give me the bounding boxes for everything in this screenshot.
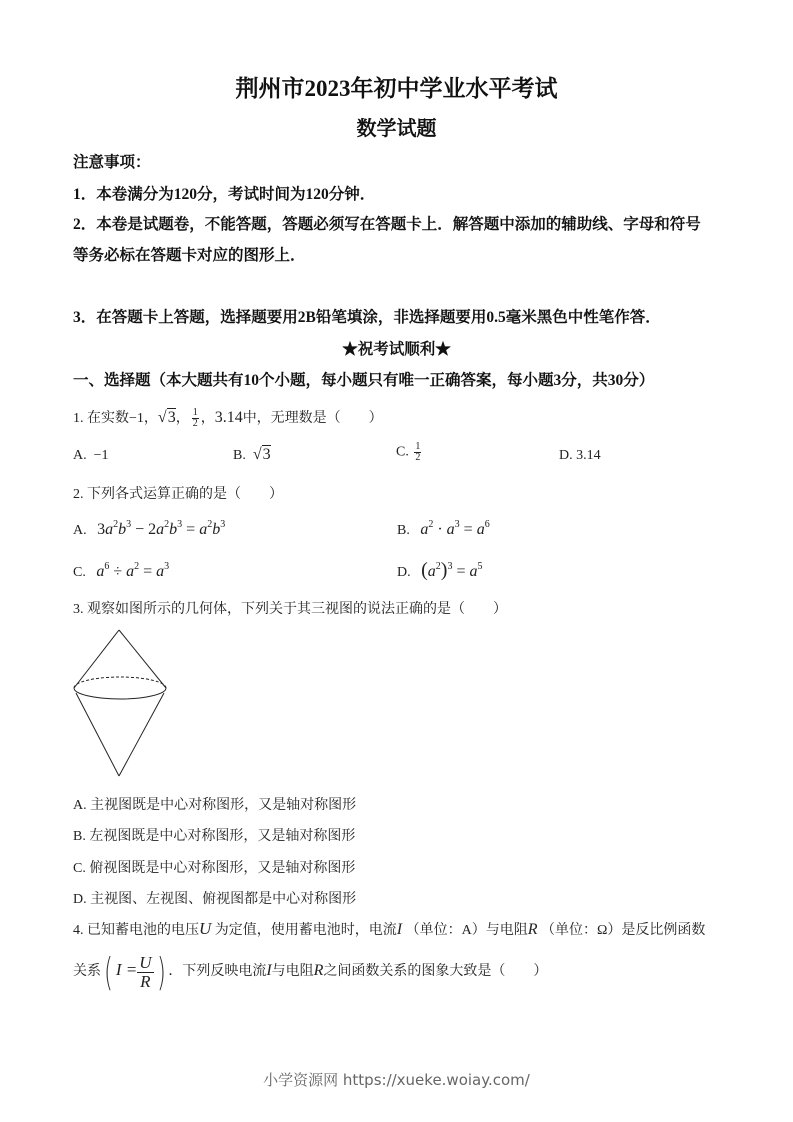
- sqrt-expression: √3: [157, 409, 176, 426]
- q1-option-d: D. 3.14: [559, 448, 601, 463]
- ohms-law-fraction: $\frac{U}{R}$: [139, 952, 152, 991]
- note-item-2-cont: 等务必标在答题卡对应的图形上．: [73, 247, 306, 264]
- q1-option-a: A. −1: [73, 448, 109, 463]
- q2-option-b: B. $a^2 \cdot a^3 = a^6$: [397, 519, 490, 538]
- q2-option-d: D. $(a^2)^3 = a^5$: [397, 559, 483, 581]
- double-cone-figure: [70, 625, 170, 781]
- q3-option-a: A. 主视图既是中心对称图形，又是轴对称图形: [73, 798, 357, 813]
- q3-option-d: D. 主视图、左视图、俯视图都是中心对称图形: [73, 892, 357, 907]
- question-number: 1.: [73, 411, 84, 426]
- q1-option-b: B. √3: [233, 446, 271, 463]
- question-4: 4. 已知蓄电池的电压U 为定值，使用蓄电池时，电流I （单位：A）与电阻R （单位：Ω）是反比例函数: [73, 919, 706, 938]
- note-item-3: 3．在答题卡上答题，选择题要用2B铅笔填涂，非选择题要用0.5毫米黑色中性笔作答．: [73, 309, 661, 326]
- exam-subtitle: 数学试题: [356, 118, 437, 140]
- exam-title: 荆州市2023年初中学业水平考试: [235, 76, 558, 101]
- note-item-2: 2．本卷是试题卷，不能答题，答题必须写在答题卡上．解答题中添加的辅助线、字母和符号: [73, 216, 701, 233]
- question-3: 3. 观察如图所示的几何体，下列关于其三视图的说法正确的是（ ）: [73, 602, 507, 617]
- q1-option-c: C. $\frac{1}{2}$: [396, 441, 421, 463]
- section-title: 一、选择题（本大题共有10个小题，每小题只有唯一正确答案，每小题3分，共30分）: [73, 372, 655, 389]
- question-1: 1. 在实数−1，√3， $\frac{1}{2}$ ，3.14中，无理数是（ ）: [73, 407, 383, 430]
- fraction: $\frac{1}{2}$: [192, 407, 198, 430]
- watermark-footer: 小学资源网 https://xueke.woiay.com/: [263, 1071, 530, 1089]
- question-2: 2. 下列各式运算正确的是（ ）: [73, 487, 283, 502]
- blessing-text: ★祝考试顺利★: [342, 341, 451, 358]
- q3-option-c: C. 俯视图既是中心对称图形，又是轴对称图形: [73, 861, 356, 876]
- question-4-line-2: 关系( I = $\frac{U}{R}$ ) ．下列反映电流I与电阻R之间函数关系的图象大致是（ ）: [73, 950, 548, 994]
- q2-option-c: C. $a^6 \div a^2 = a^3$: [73, 561, 170, 580]
- note-item-1: 1．本卷满分为120分，考试时间为120分钟．: [73, 186, 376, 203]
- notes-heading: 注意事项：: [73, 154, 151, 171]
- q2-option-a: A. $3a^2b^3 - 2a^2b^3 = a^2b^3$: [73, 519, 226, 538]
- q3-option-b: B. 左视图既是中心对称图形，又是轴对称图形: [73, 829, 356, 844]
